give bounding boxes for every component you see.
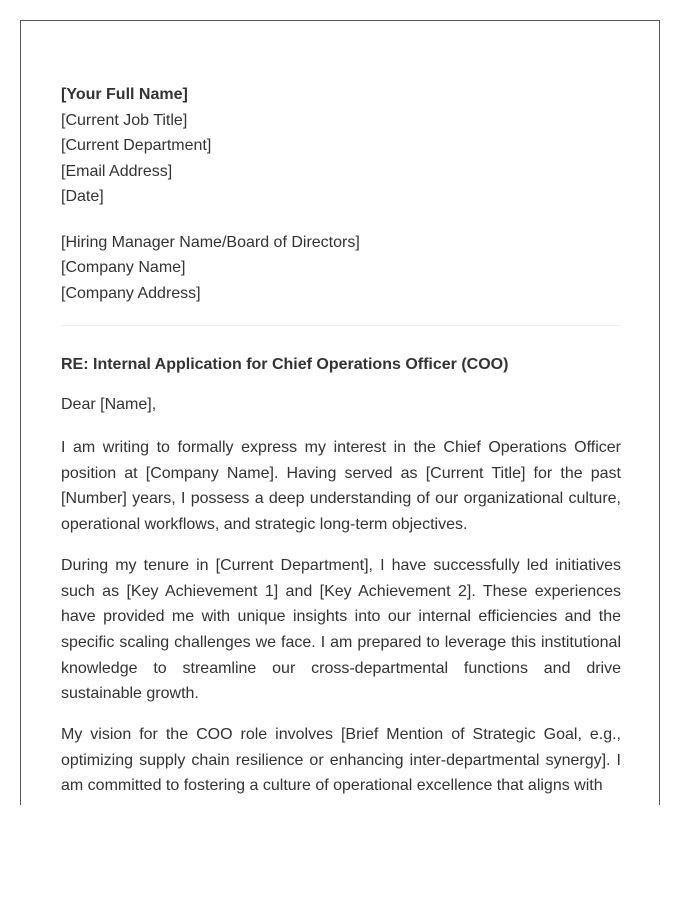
recipient-name: [Hiring Manager Name/Board of Directors] bbox=[61, 233, 360, 251]
sender-job-title: [Current Job Title] bbox=[61, 111, 188, 129]
letter-page bbox=[20, 20, 660, 805]
sender-department: [Current Department] bbox=[61, 137, 212, 154]
letter-subject: RE: Internal Application for Chief Operations Officer (COO) bbox=[61, 356, 509, 373]
body-paragraph-1: I am writing to formally express my interest in the Chief Operations Officer position at [Company Name]. Having served as [Current Title] for the past [Number] years, I possess a deep understanding of our organizational culture, operational workflows, and strategic long-term objectives. bbox=[61, 439, 621, 534]
sender-name: [Your Full Name] bbox=[61, 86, 188, 103]
recipient-company: [Company Name] bbox=[61, 259, 186, 276]
block-spacer bbox=[61, 210, 621, 230]
recipient-address: [Company Address] bbox=[61, 284, 201, 302]
section-divider bbox=[61, 325, 621, 326]
sender-email: [Email Address] bbox=[61, 162, 173, 180]
recipient-block bbox=[61, 230, 621, 307]
letter-content bbox=[61, 82, 621, 805]
letter-salutation: Dear [Name], bbox=[61, 396, 157, 413]
body-paragraph-3: My vision for the COO role involves [Brief Mention of Strategic Goal, e.g., optimizing supply chain resilience or enhancing inter-departmental synergy]. I am committed to fostering a culture of operational excellence that aligns with bbox=[61, 726, 621, 795]
letter-date: [Date] bbox=[61, 188, 104, 205]
sender-block bbox=[61, 82, 621, 210]
body-paragraph-2: During my tenure in [Current Department], I have successfully led initiatives such as [Key Achievement 1] and [Key Achievement 2]. These experiences have provided me with unique insights into our internal efficiencies and the specific scaling challenges we face. I am prepared to leverage this institutional knowledge to streamline our cross-departmental functions and drive sustainable growth. bbox=[61, 556, 621, 703]
